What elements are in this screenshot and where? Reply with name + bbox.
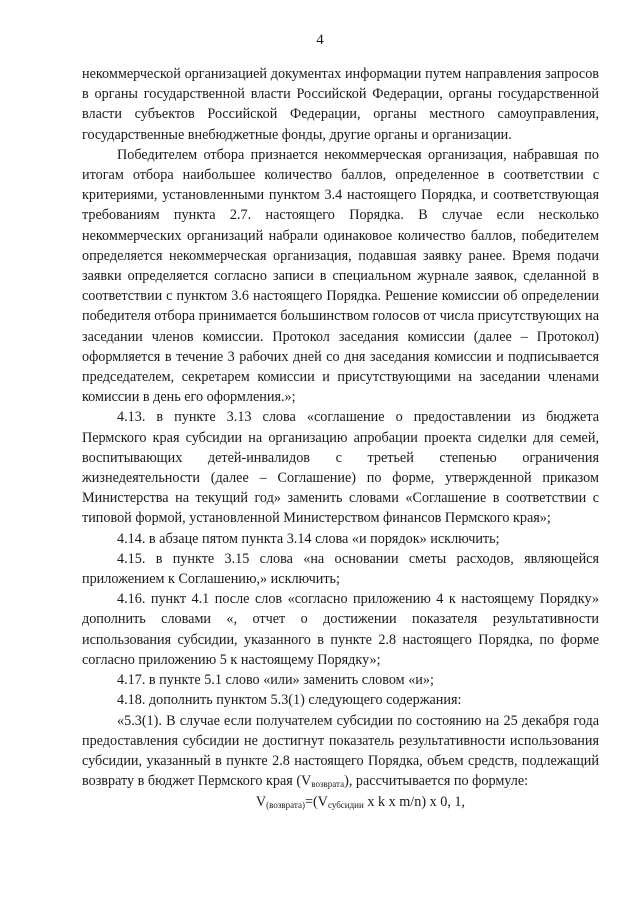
page-number: 4 xyxy=(316,32,324,48)
subscript-text: возврата xyxy=(311,779,345,790)
paragraph: Победителем отбора признается некоммерческая организация, набравшая по итогам отбора наибольшее количество баллов, определенное в соответствии с критериями, установленными пунктом 3.4 настоящего Порядка, и соответствующая требованиям пункта 2.7. настоящего Порядка. В случае если несколько некоммерческих организаций набрали одинаковое количество баллов, победителем определяется некоммерческая организация, подавшая заявку ранее. Время подачи заявки определяется согласно записи в специальном журнале заявок, сделанной в соответствии с пунктом 3.6 настоящего Порядка. Решение комиссии об определении победителя отбора принимается большинством голосов от числа присутствующих на заседании членов комиссии. Протокол заседания комиссии (далее – Протокол) оформляется в течение 3 рабочих дней со дня заседания комиссии и подписывается председателем, секретарем комиссии и присутствующими на заседании членами комиссии в день его оформления.»; xyxy=(82,146,600,406)
document-body xyxy=(82,64,599,813)
paragraph: 4.17. в пункте 5.1 слово «или» заменить словом «и»; xyxy=(117,672,434,689)
formula-subscript-right: субсидии xyxy=(327,800,364,811)
paragraph-formula-intro xyxy=(82,711,599,792)
paragraph: 4.14. в абзаце пятом пункта 3.14 слова «и порядок» исключить; xyxy=(117,530,500,547)
formula-variable: V xyxy=(255,794,267,811)
formula xyxy=(82,792,599,812)
paragraph: 4.13. в пункте 3.13 слова «соглашение о предоставлении из бюджета Пермского края субсидии на организацию апробации проекта сиделки для семей, воспитывающих детей-инвалидов с третьей степенью ограничения жизнедеятельности (далее – Соглашение) по форме, утвержденной приказом Министерства на текущий год» заменить словами «Соглашение в соответствии с типовой формой, установленной Министерством финансов Пермского края»; xyxy=(82,409,599,527)
paragraph: 4.16. пункт 4.1 после слов «согласно приложению 4 к настоящему Порядку» дополнить словами «, отчет о достижении показателя результативности использования субсидии, указанного в пункте 2.8 настоящего Порядка, по форме согласно приложению 5 к настоящему Порядку»; xyxy=(82,591,599,668)
paragraph: некоммерческой организацией документах информации путем направления запросов в органы государственной власти Российской Федерации, органы государственной власти субъектов Российской Федерации, органы местного самоуправления, государственные внебюджетные фонды, другие органы и организации. xyxy=(82,66,599,143)
formula-rest: x k x m/n) x 0, 1, xyxy=(363,794,466,811)
paragraph: 4.15. в пункте 3.15 слова «на основании сметы расходов, являющейся приложением к Соглашению,» исключить; xyxy=(82,550,599,588)
paragraph-tail-text: ), рассчитывается по формуле: xyxy=(344,773,529,790)
formula-equals: =(V xyxy=(304,794,328,811)
formula-subscript-left: (возврата) xyxy=(266,800,305,811)
paragraph: 4.18. дополнить пунктом 5.3(1) следующего содержания: xyxy=(117,692,462,709)
paragraph-main-text: «5.3(1). В случае если получателем субсидии по состоянию на 25 декабря года предоставления субсидии не достигнут показатель результативности использования субсидии, указанный в пункте 2.8 настоящего Порядка, объем средств, подлежащий возврату в бюджет Пермского края (V xyxy=(82,712,599,790)
